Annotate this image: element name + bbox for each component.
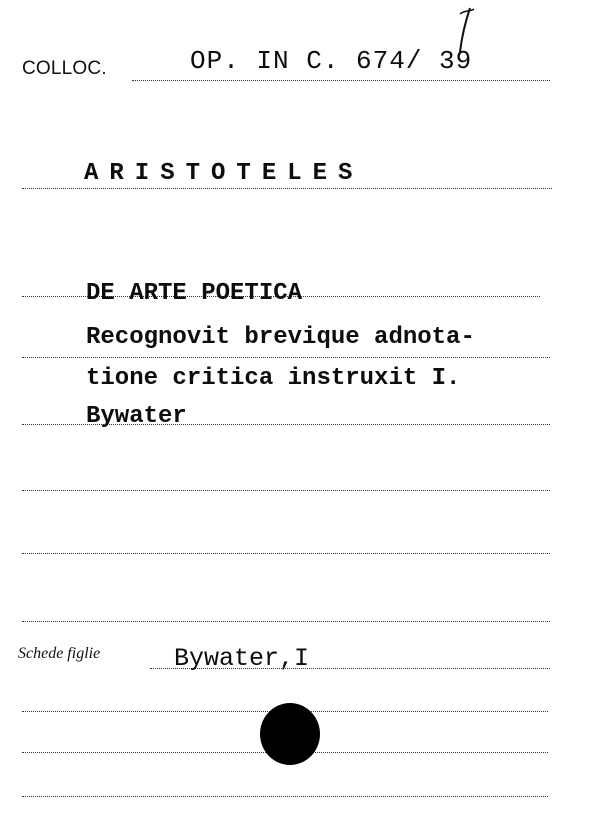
author-rule [22, 188, 552, 189]
title-line-3: tione critica instruxit I. [86, 365, 461, 392]
title-line-1: DE ARTE POETICA [86, 280, 303, 307]
shelfmark: OP. IN C. 674/ 39 [190, 46, 473, 76]
empty-rule-2 [22, 553, 550, 554]
title-line-4: Bywater [86, 403, 187, 430]
schede-label: Schede figlie [18, 645, 101, 662]
colloc-rule [132, 80, 550, 81]
title-line-2: Recognovit brevique adnota- [86, 324, 475, 351]
author: ARISTOTELES [84, 160, 364, 187]
title-rule-2 [22, 357, 550, 358]
colloc-label: COLLOC. [22, 58, 107, 79]
empty-rule-1 [22, 490, 550, 491]
empty-rule-3 [22, 621, 550, 622]
empty-rule-6 [22, 796, 548, 797]
punch-hole [260, 703, 320, 765]
schede-value: Bywater,I [174, 644, 310, 673]
